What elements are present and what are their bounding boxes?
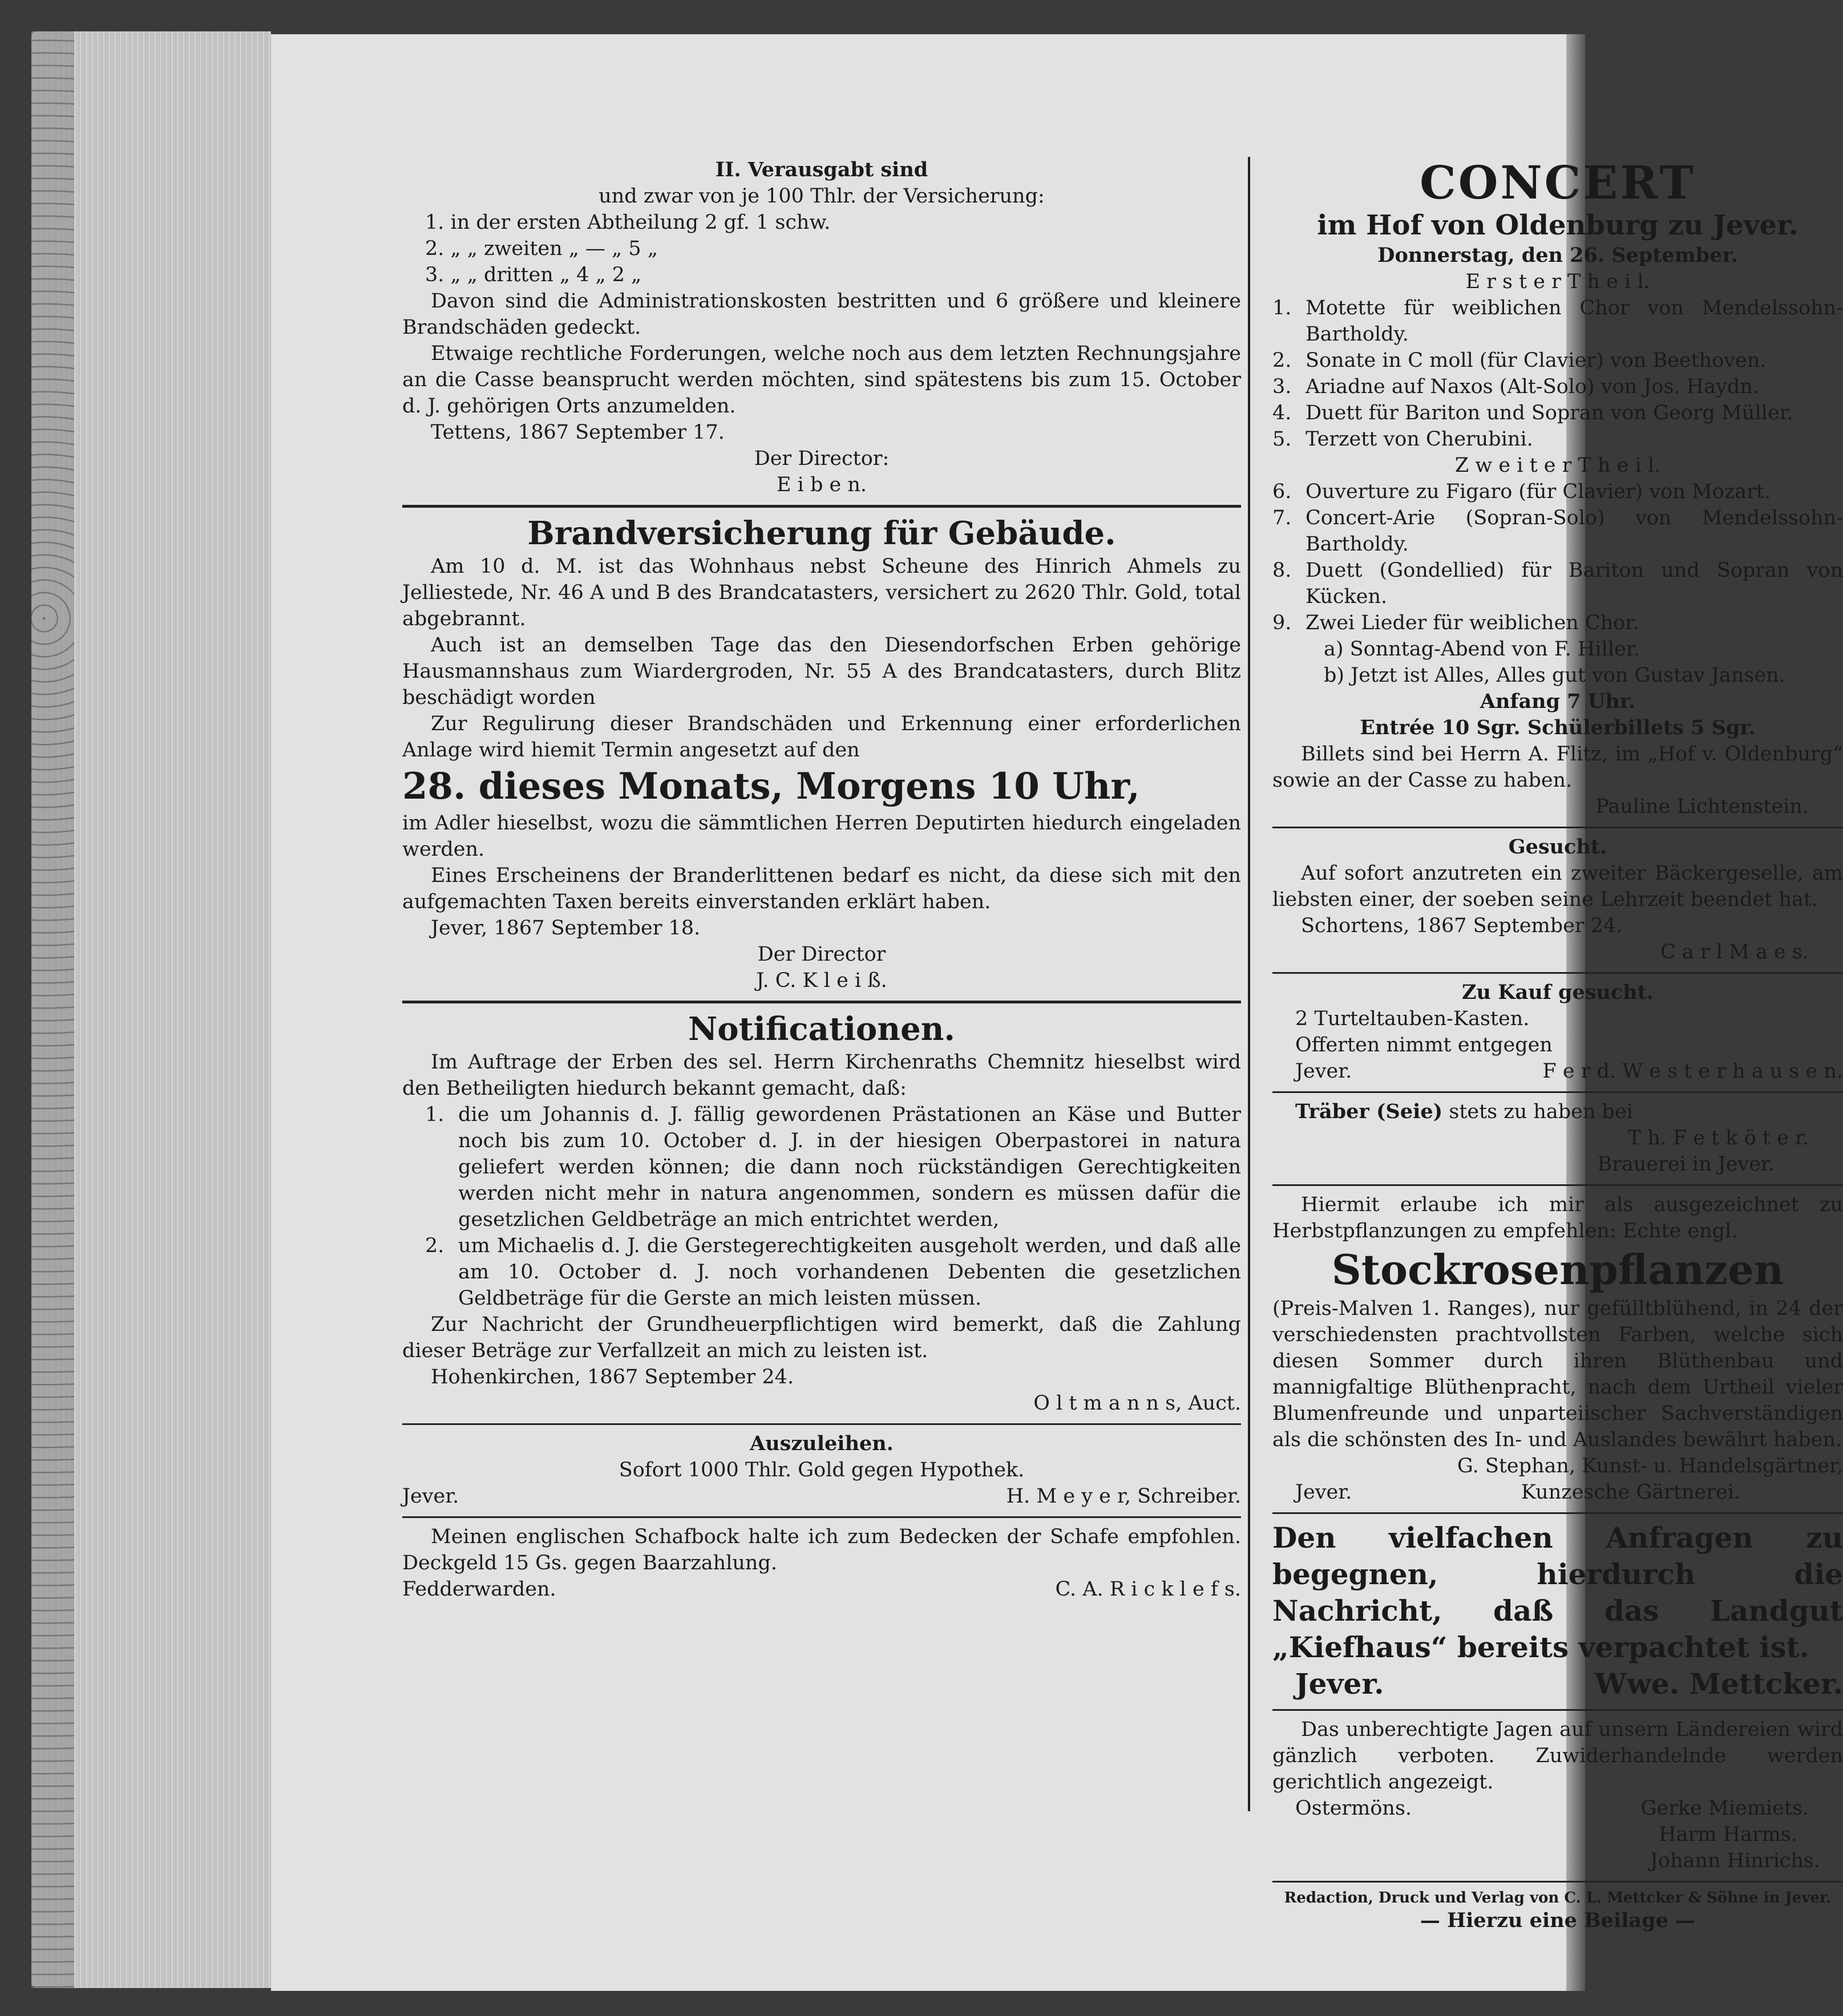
rule (402, 1423, 1241, 1425)
signer-name: F e r d. W e s t e r h a u s e n. (1542, 1060, 1843, 1083)
signer-role: Der Director (757, 943, 886, 966)
part-heading: Z w e i t e r T h e i l. (1454, 454, 1661, 477)
item-text: Duett für Bariton und Sopran von Georg Müller. (1306, 402, 1793, 424)
column-divider (1248, 157, 1250, 1811)
signer-name: Pauline Lichtenstein. (1595, 795, 1809, 818)
item-text: Ariadne auf Naxos (Alt-Solo) von Jos. Haydn. (1306, 375, 1759, 398)
item-text: Concert-Arie (Sopran-Solo) von Mendelssohn-Bartholdy. (1306, 507, 1843, 556)
lead-text: Träber (Seie) (1295, 1100, 1443, 1123)
item-text: die um Johannis d. J. fällig gewordenen Prästationen an Käse und Butter noch bis zum 10. October d. J. in der hiesigen Oberpastorei in natura geliefert werden können; die dann noch rückständigen Gerechtigkeiten werden nicht mehr in natura angenommen, sondern es müssen dafür die gesetzlichen Geldbeträge an mich entrichtet werden, (458, 1103, 1241, 1231)
rule (1272, 827, 1843, 828)
start-time: Anfang 7 Uhr. (1480, 690, 1636, 713)
item-text: Zwei Lieder für weiblichen Chor. (1306, 612, 1639, 634)
paragraph: Davon sind die Administrationskosten bestritten und 6 größere und kleinere Brandschäden gedeckt. (402, 290, 1241, 339)
signer-name: G. Stephan, Kunst- u. Handelsgärtner, (1457, 1455, 1843, 1477)
paragraph: Zur Regulirung dieser Brandschäden und Erkennung einer erforderlichen Anlage wird hiemit Termin angesetzt auf den (402, 713, 1241, 762)
section-jagen (1272, 1717, 1843, 1874)
section-heading: Zu Kauf gesucht. (1462, 981, 1654, 1004)
date-line: Jever, 1867 September 18. (431, 917, 701, 940)
signature-row (1272, 1795, 1843, 1821)
item-text: Sonate in C moll (für Clavier) von Beethoven. (1306, 349, 1767, 372)
signer-name: C. A. R i c k l e f s. (1055, 1578, 1241, 1601)
paragraph: Hiermit erlaube ich mir als ausgezeichnet zu Herbstpflanzungen zu empfehlen: Echte engl. (1272, 1193, 1843, 1242)
rule (1272, 1184, 1843, 1186)
row-line: 3. „ „ dritten „ 4 „ 2 „ (425, 264, 642, 286)
announcement-text: Den vielfachen Anfragen zu begegnen, hierdurch die Nachricht, daß das Landgut „Kiefhaus“ bereits verpachtet ist. (1272, 1521, 1843, 1664)
supplement-note: — Hierzu eine Beilage — (1420, 1909, 1696, 1932)
item-line: 2 Turteltauben-Kasten. (1295, 1007, 1530, 1030)
place: Jever. (402, 1485, 459, 1508)
item-number: 1. (1272, 297, 1292, 319)
place: Brauerei in Jever. (1597, 1153, 1775, 1176)
stockrosen-title: Stockrosenpflanzen (1331, 1245, 1784, 1294)
section-verausgabt (402, 157, 1241, 498)
right-column-content (1272, 157, 1843, 1934)
signer-name: E i b e n. (776, 473, 867, 496)
rule (402, 1516, 1241, 1518)
signature-row (1272, 1479, 1843, 1505)
section-auszuleihen (402, 1431, 1241, 1509)
date-line: Tettens, 1867 September 17. (431, 421, 725, 444)
item-number: 2. (1272, 349, 1292, 372)
section-heading: Gesucht. (1508, 835, 1607, 859)
program-item (1272, 347, 1843, 374)
item-text: Duett (Gondellied) für Bariton und Sopran von Kücken. (1306, 559, 1843, 608)
concert-date: Donnerstag, den 26. September. (1377, 244, 1738, 267)
program-item (1272, 505, 1843, 557)
signer-name: O l t m a n n s, Auct. (1033, 1392, 1241, 1415)
rule (1272, 972, 1843, 974)
item-number: 7. (1272, 507, 1292, 529)
paragraph: Am 10 d. M. ist das Wohnhaus nebst Scheune des Hinrich Ahmels zu Jelliestede, Nr. 46 A und B des Brandcatasters, versichert zu 2620 Thlr. Gold, total abgebrannt. (402, 555, 1241, 630)
program-item (1272, 557, 1843, 610)
rule (1272, 1091, 1843, 1093)
signer-role: Der Director: (754, 447, 890, 470)
signer-name: Johann Hinrichs. (1650, 1849, 1820, 1872)
section-traeber (1272, 1099, 1843, 1177)
rule (1272, 1512, 1843, 1514)
rule (402, 505, 1241, 508)
place: Ostermöns. (1295, 1797, 1412, 1820)
paragraph: Das unberechtigte Jagen auf unsern Ländereien wird gänzlich verboten. Zuwiderhandelnde werden gerichtlich angezeigt. (1272, 1718, 1843, 1794)
signature-row (402, 1483, 1241, 1509)
program-item (1272, 295, 1843, 347)
section-gesucht (1272, 834, 1843, 965)
item-number: 6. (1272, 480, 1292, 503)
signer-name: Harm Harms. (1659, 1823, 1797, 1846)
paragraph: Eines Erscheinens der Branderlittenen bedarf es nicht, da diese sich mit den aufgemachten Taxen bereits einverstanden erklärt haben. (402, 864, 1241, 913)
program-item (1272, 374, 1843, 400)
signature-row (1272, 1058, 1843, 1084)
paragraph: Auch ist an demselben Tage das den Diesendorfschen Erben gehörige Hausmannshaus zum Wiardergroden, Nr. 55 A des Brandcatasters, durch Blitz beschädigt worden (402, 634, 1241, 709)
highlight-date: 28. dieses Monats, Morgens 10 Uhr, (402, 765, 1140, 808)
item-text: Ouverture zu Figaro (für Clavier) von Mozart. (1306, 480, 1771, 503)
section-schafbock (402, 1524, 1241, 1602)
section-heading: Notificationen. (688, 1010, 955, 1048)
paragraph: im Adler hieselbst, wozu die sämmtlichen Herren Deputirten hiedurch eingeladen werden. (402, 812, 1241, 861)
section-heading: Auszuleihen. (750, 1432, 894, 1455)
sub-item: a) Sonntag-Abend von F. Hiller. (1324, 638, 1640, 661)
section-stockrosen (1272, 1192, 1843, 1505)
program-item (1272, 426, 1843, 452)
book-page-edges (31, 31, 271, 1988)
program-item (1272, 479, 1843, 505)
paragraph: Meinen englischen Schafbock halte ich zum Bedecken der Schafe empfohlen. Deckgeld 15 Gs. gegen Baarzahlung. (402, 1525, 1241, 1574)
row-line: 2. „ „ zweiten „ — „ 5 „ (425, 237, 658, 260)
section-zu-kauf (1272, 979, 1843, 1084)
date-line: Schortens, 1867 September 24. (1301, 914, 1623, 937)
paragraph: Etwaige rechtliche Forderungen, welche noch aus dem letzten Rechnungsjahre an die Casse beansprucht werden möchten, sind spätestens bis zum 15. October d. J. gehörigen Orts anzumelden. (402, 342, 1241, 418)
program-item (1272, 400, 1843, 426)
list-item (402, 1102, 1241, 1233)
list-item (402, 1233, 1241, 1311)
business-name: Kunzesche Gärtnerei. (1521, 1481, 1740, 1504)
row-line: 1. in der ersten Abtheilung 2 gf. 1 schw. (425, 211, 831, 234)
signer-name: C a r l M a e s. (1660, 941, 1809, 964)
ticket-info: Billets sind bei Herrn A. Flitz, im „Hof v. Oldenburg“ sowie an der Casse zu haben. (1272, 743, 1843, 792)
intro-line: und zwar von je 100 Thlr. der Versicherung: (599, 185, 1045, 208)
place: Fedderwarden. (402, 1578, 556, 1601)
sub-item: b) Jetzt ist Alles, Alles gut von Gustav Jansen. (1324, 664, 1785, 687)
signature-row (1272, 1666, 1843, 1702)
item-text: um Michaelis d. J. die Gerstegerechtigkeiten ausgeholt werden, und daß alle am 10. October d. J. noch vorhandenen Debenten die gesetzlichen Geldbeträge für die Gerste an mich leisten müssen. (458, 1234, 1241, 1310)
place: Jever. (1295, 1667, 1384, 1701)
signer-name: Wwe. Mettcker. (1594, 1667, 1843, 1701)
section-notificationen (402, 1009, 1241, 1416)
newspaper-page (271, 34, 1843, 1991)
item-number: 1. (425, 1103, 444, 1126)
signer-name: T h. F e t k ö t e r. (1627, 1127, 1809, 1149)
item-line: Offerten nimmt entgegen (1295, 1034, 1553, 1056)
rule (1272, 1881, 1843, 1883)
rule (1272, 1709, 1843, 1711)
signer-name: J. C. K l e i ß. (756, 969, 887, 992)
body-text: stets zu haben bei (1449, 1100, 1633, 1123)
signer-name: Gerke Miemiets. (1640, 1797, 1809, 1820)
paragraph: Zur Nachricht der Grundheuerpflichtigen wird bemerkt, daß die Zahlung dieser Beträge zur Verfallzeit an mich zu leisten ist. (402, 1313, 1241, 1362)
place: Jever. (1295, 1481, 1352, 1504)
date-line: Hohenkirchen, 1867 September 24. (431, 1366, 794, 1388)
concert-subtitle: im Hof von Oldenburg zu Jever. (1317, 209, 1798, 241)
item-number: 8. (1272, 559, 1292, 582)
left-column (402, 157, 1241, 1868)
item-text: Terzett von Cherubini. (1306, 428, 1533, 451)
rule (402, 1001, 1241, 1003)
program-item (1272, 610, 1843, 636)
section-brandversicherung (402, 513, 1241, 994)
item-text: Motette für weiblichen Chor von Mendelssohn-Bartholdy. (1306, 297, 1843, 346)
item-number: 5. (1272, 428, 1292, 451)
item-number: 3. (1272, 375, 1292, 398)
paragraph: Sofort 1000 Thlr. Gold gegen Hypothek. (619, 1459, 1025, 1481)
item-number: 4. (1272, 402, 1292, 424)
paragraph: Auf sofort anzutreten ein zweiter Bäckergeselle, am liebsten einer, der soeben seine Lehrzeit beendet hat. (1272, 862, 1843, 911)
section-heading: Brandversicherung für Gebäude. (527, 515, 1116, 552)
concert-title: CONCERT (1420, 156, 1696, 209)
item-number: 2. (425, 1234, 444, 1257)
item-number: 9. (1272, 612, 1292, 634)
section-heading: II. Verausgabt sind (715, 158, 928, 181)
part-heading: E r s t e r T h e i l. (1465, 270, 1650, 293)
section-kiefhaus (1272, 1520, 1843, 1702)
right-column (1272, 156, 1843, 1932)
signature-row (402, 1576, 1241, 1602)
signer-name: H. M e y e r, Schreiber. (1006, 1485, 1241, 1508)
place: Jever. (1295, 1060, 1352, 1083)
paragraph: (Preis-Malven 1. Ranges), nur gefülltblühend, in 24 der verschiedensten prachtvollsten Farben, welche sich diesen Sommer durch ihren Blüthenbau und mannigfaltige Blüthenpracht, nach dem Urtheil vieler Blumenfreunde und unparteiischer Sachverständigen als die schönsten des In- und Auslandes bewährt haben. (1272, 1297, 1843, 1451)
paragraph: Im Auftrage der Erben des sel. Herrn Kirchenraths Chemnitz hieselbst wird den Betheiligten hiedurch bekannt gemacht, daß: (402, 1051, 1241, 1100)
section-concert (1272, 157, 1843, 820)
imprint: Redaction, Druck und Verlag von C. L. Mettcker & Söhne in Jever. (1284, 1889, 1832, 1906)
entry-price: Entrée 10 Sgr. Schülerbillets 5 Sgr. (1360, 716, 1756, 739)
